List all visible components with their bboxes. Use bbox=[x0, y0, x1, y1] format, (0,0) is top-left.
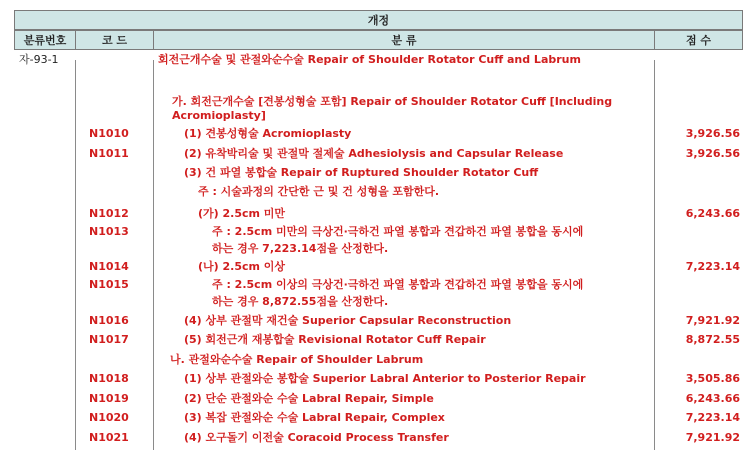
row-code: N1012 bbox=[89, 207, 129, 220]
row-score: 6,243.66 bbox=[685, 207, 740, 220]
section-a-line2: Acromioplasty] bbox=[172, 109, 266, 122]
row-note: 주 : 2.5cm 미만의 극상건·극하건 파열 봉합과 견갑하건 파열 봉합을 동시에 bbox=[212, 225, 584, 238]
row-code: N1021 bbox=[89, 431, 129, 444]
row-label: (1) 상부 관절와순 봉합술 Superior Labral Anterior to Posterior Repair bbox=[184, 372, 586, 385]
col-divider bbox=[153, 60, 154, 450]
row-code: N1017 bbox=[89, 333, 129, 346]
revision-table bbox=[14, 10, 743, 450]
row-label: (1) 견봉성형술 Acromioplasty bbox=[184, 127, 352, 140]
row-label: (5) 회전근개 재봉합술 Revisional Rotator Cuff Repair bbox=[184, 333, 486, 346]
row-note: 하는 경우 7,223.14점을 산정한다. bbox=[212, 242, 389, 255]
header-col-code: 코 드 bbox=[75, 30, 154, 50]
category-number: 자-93-1 bbox=[19, 53, 59, 66]
row-label: (3) 복잡 관절와순 수술 Labral Repair, Complex bbox=[184, 411, 445, 424]
row-label: (2) 단순 관절와순 수술 Labral Repair, Simple bbox=[184, 392, 434, 405]
row-note: 하는 경우 8,872.55점을 산정한다. bbox=[212, 295, 389, 308]
row-label: (나) 2.5cm 이상 bbox=[198, 260, 286, 273]
row-code: N1020 bbox=[89, 411, 129, 424]
row-score: 3,505.86 bbox=[685, 372, 740, 385]
row-code: N1015 bbox=[89, 278, 129, 291]
section-b-title: 나. 관절와순수술 Repair of Shoulder Labrum bbox=[170, 353, 424, 366]
category-title: 회전근개수술 및 관절와순수술 Repair of Shoulder Rotator Cuff and Labrum bbox=[158, 53, 581, 66]
row-code: N1013 bbox=[89, 225, 129, 238]
row-label: (4) 상부 관절막 재건술 Superior Capsular Reconstruction bbox=[184, 314, 512, 327]
col-divider bbox=[75, 60, 76, 450]
header-group-title: 개정 bbox=[14, 10, 743, 30]
row-code: N1011 bbox=[89, 147, 129, 160]
row-score: 3,926.56 bbox=[685, 127, 740, 140]
row-code: N1018 bbox=[89, 372, 129, 385]
row-label: (가) 2.5cm 미만 bbox=[198, 207, 286, 220]
row-code: N1016 bbox=[89, 314, 129, 327]
row-score: 3,926.56 bbox=[685, 147, 740, 160]
row-note: 주 : 2.5cm 이상의 극상건·극하건 파열 봉합과 견갑하건 파열 봉합을 동시에 bbox=[212, 278, 584, 291]
row-score: 7,223.14 bbox=[685, 411, 740, 424]
header-col-class: 분 류 bbox=[153, 30, 655, 50]
section-a-line1: 가. 회전근개수술 [견봉성형술 포함] Repair of Shoulder Rotator Cuff [Including bbox=[172, 95, 613, 108]
row-score: 7,921.92 bbox=[685, 314, 740, 327]
row-code: N1014 bbox=[89, 260, 129, 273]
header-col-score: 점 수 bbox=[654, 30, 743, 50]
row-note: 주 : 시술과정의 간단한 근 및 건 성형을 포함한다. bbox=[198, 185, 440, 198]
row-score: 6,243.66 bbox=[685, 392, 740, 405]
row-label: (2) 유착박리술 및 관절막 절제술 Adhesiolysis and Capsular Release bbox=[184, 147, 564, 160]
row-label: (3) 건 파열 봉합술 Repair of Ruptured Shoulder Rotator Cuff bbox=[184, 166, 539, 179]
header-col-number: 분류번호 bbox=[14, 30, 76, 50]
row-code: N1019 bbox=[89, 392, 129, 405]
row-score: 7,223.14 bbox=[685, 260, 740, 273]
row-label: (4) 오구돌기 이전술 Coracoid Process Transfer bbox=[184, 431, 449, 444]
row-code: N1010 bbox=[89, 127, 129, 140]
row-score: 7,921.92 bbox=[685, 431, 740, 444]
row-score: 8,872.55 bbox=[685, 333, 740, 346]
